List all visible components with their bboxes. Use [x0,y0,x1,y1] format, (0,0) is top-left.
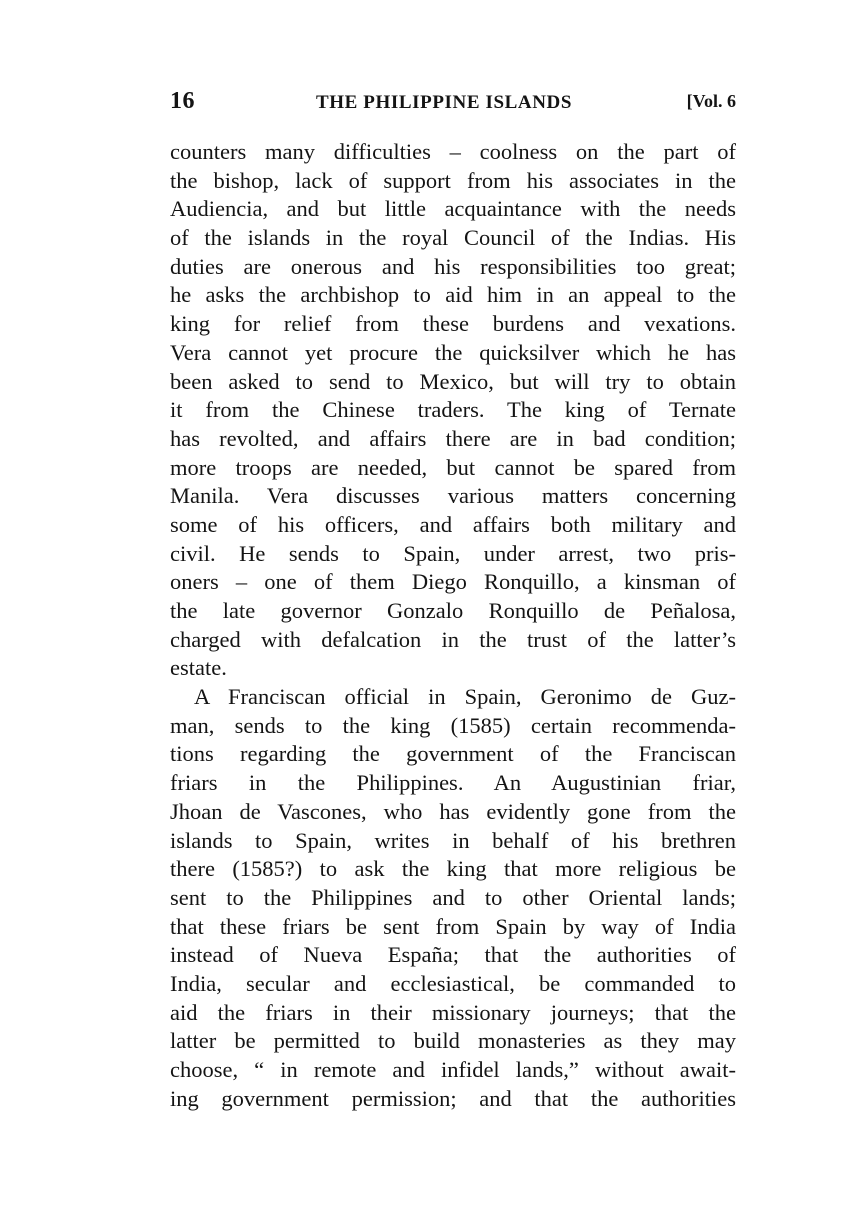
text-line: sent to the Philippines and to other Oriental lands; [170,884,736,910]
running-title: THE PHILIPPINE ISLANDS [316,92,573,113]
text-line: India, secular and ecclesiastical, be commanded to [170,970,736,996]
text-line: more troops are needed, but cannot be spared from [170,454,736,480]
text-line: instead of Nueva España; that the authorities of [170,942,736,968]
text-line: friars in the Philippines. An Augustinian friar, [170,770,736,796]
text-line: he asks the archbishop to aid him in an appeal to the [170,282,736,308]
text-line: duties are onerous and his responsibilities too great; [170,253,736,279]
text-line: been asked to send to Mexico, but will try to obtain [170,368,736,394]
text-line: the late governor Gonzalo Ronquillo de Peñalosa, [170,598,736,623]
text-line: some of his officers, and affairs both military and [170,511,736,537]
text-line: civil. He sends to Spain, under arrest, two pris- [170,540,736,566]
text-line: Jhoan de Vascones, who has evidently gone from the [170,798,736,824]
text-line: has revolted, and affairs there are in bad condition; [170,425,736,451]
text-line: islands to Spain, writes in behalf of his brethren [170,827,736,853]
text-line: there (1585?) to ask the king that more religious be [170,856,736,882]
text-line: counters many difficulties – coolness on the part of [170,139,736,164]
text-line: estate. [170,655,227,681]
text-line: ing government permission; and that the authorities [170,1085,736,1111]
text-line: charged with defalcation in the trust of the latter’s [170,626,736,652]
paragraph-2 [170,683,736,1113]
volume-label: [Vol. 6 [686,91,736,111]
page-number: 16 [170,88,195,114]
text-line: latter be permitted to build monasteries as they may [170,1028,736,1054]
text-line: Manila. Vera discusses various matters concerning [170,483,736,509]
text-line: of the islands in the royal Council of the Indias. His [170,225,736,251]
text-line: that these friars be sent from Spain by way of India [170,913,736,939]
text-line: oners – one of them Diego Ronquillo, a kinsman of [170,569,736,595]
text-line: A Franciscan official in Spain, Geronimo de Guz- [194,684,736,710]
text-line: it from the Chinese traders. The king of Ternate [170,397,736,423]
text-line: choose, “ in remote and infidel lands,” without await- [170,1057,736,1082]
text-line: aid the friars in their missionary journeys; that the [170,999,736,1025]
text-line: Vera cannot yet procure the quicksilver which he has [170,339,736,365]
text-line: king for relief from these burdens and vexations. [170,311,736,337]
text-line: Audiencia, and but little acquaintance with the needs [170,196,736,222]
paragraph-1 [170,138,736,683]
text-line: man, sends to the king (1585) certain recommenda- [170,712,736,738]
text-line: tions regarding the government of the Franciscan [170,741,736,767]
body-text [170,138,736,1113]
text-line: the bishop, lack of support from his associates in the [170,167,736,193]
running-head [170,88,736,118]
